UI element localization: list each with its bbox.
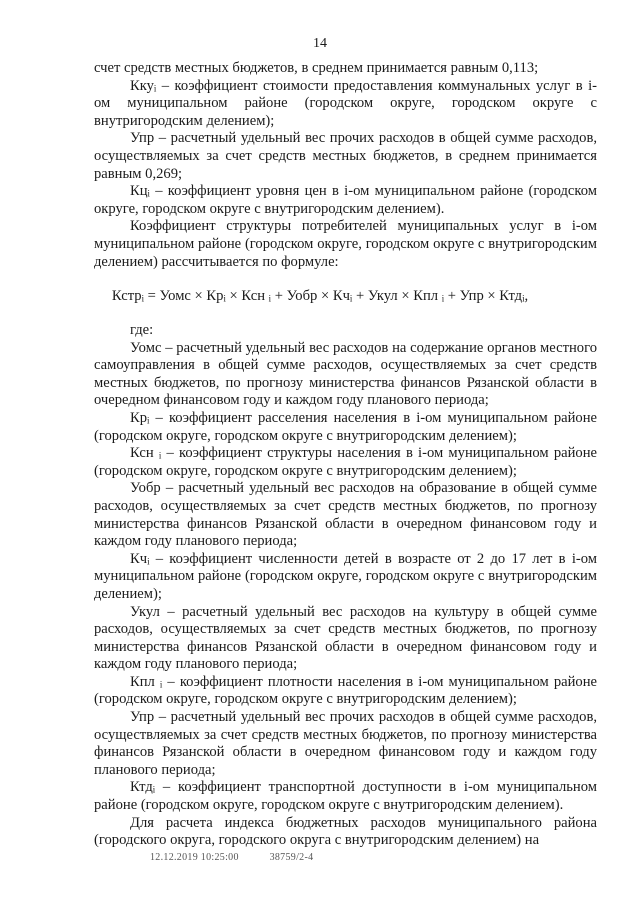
paragraph: Уомс – расчетный удельный вес расходов на содержание органов местного самоуправления в общей сумме расходов, осуществляемых за счет средств местных бюджетов, по прогнозу министерства финансов Рязанской области в очередном финансовом году и каждом году планового периода; xyxy=(94,339,597,409)
paragraph: Для расчета индекса бюджетных расходов муниципального района (городского округа, городского округа с внутригородским делением) на xyxy=(94,814,597,849)
paragraph: Крᵢ – коэффициент расселения населения в i-ом муниципальном районе (городском округе, городском округе с внутригородским делением); xyxy=(94,409,597,444)
paragraph: Кпл ᵢ – коэффициент плотности населения в i-ом муниципальном районе (городском округе, городском округе с внутригородским делением); xyxy=(94,673,597,708)
document-body-bottom xyxy=(94,322,597,850)
paragraph: Кчᵢ – коэффициент численности детей в возрасте от 2 до 17 лет в i-ом муниципальном районе (городском округе, городском округе с внутригородским делением); xyxy=(94,550,597,602)
paragraph: Упр – расчетный удельный вес прочих расходов в общей сумме расходов, осуществляемых за счет средств местных бюджетов, по прогнозу министерства финансов Рязанской области в очередном финансовом году и каждом году планового периода; xyxy=(94,709,597,778)
paragraph: Ктдᵢ – коэффициент транспортной доступности в i-ом муниципальном районе (городском округе, городском округе с внутригородским делением). xyxy=(94,779,597,814)
paragraph: Ксн ᵢ – коэффициент структуры населения в i-ом муниципальном районе (городском округе, городском округе с внутригородским делением); xyxy=(94,445,597,479)
footer-doc-id: 38759/2-4 xyxy=(269,852,314,863)
paragraph: Ккуᵢ – коэффициент стоимости предоставления коммунальных услуг в i-ом муниципальном районе (городском округе, городском округе с внутригородским делением); xyxy=(94,77,597,129)
paragraph: Уобр – расчетный удельный вес расходов на образование в общей сумме расходов, осуществляемых за счет средств местных бюджетов, по прогнозу министерства финансов Рязанской области в очередном финансовом году и каждом году планового периода; xyxy=(94,480,597,550)
paragraph: счет средств местных бюджетов, в среднем принимается равным 0,113; xyxy=(94,60,539,76)
page-number: 14 xyxy=(313,36,327,51)
paragraph: где: xyxy=(130,322,154,338)
document-body-top xyxy=(94,60,597,271)
paragraph: Коэффициент структуры потребителей муниципальных услуг в i-ом муниципальном районе (городском округе, городском округе с внутригородским делением) рассчитывается по формуле: xyxy=(94,218,597,270)
formula-kstr: Кстрᵢ = Уомс × Крᵢ × Ксн ᵢ + Уобр × Кчᵢ + Укул × Кпл ᵢ + Упр × Ктдᵢ, xyxy=(111,288,529,304)
paragraph: Укул – расчетный удельный вес расходов на культуру в общей сумме расходов, осуществляемых за счет средств местных бюджетов, по прогнозу министерства финансов Рязанской области в очередном финансовом году и каждом году планового периода; xyxy=(94,603,597,673)
footer-stamp xyxy=(150,852,313,863)
paragraph: Упр – расчетный удельный вес прочих расходов в общей сумме расходов, осуществляемых за счет средств местных бюджетов, в среднем принимается равным 0,269; xyxy=(94,130,597,182)
footer-timestamp: 12.12.2019 10:25:00 xyxy=(150,852,239,863)
paragraph: Кцᵢ – коэффициент уровня цен в i-ом муниципальном районе (городском округе, городском округе с внутригородским делением). xyxy=(94,183,597,217)
